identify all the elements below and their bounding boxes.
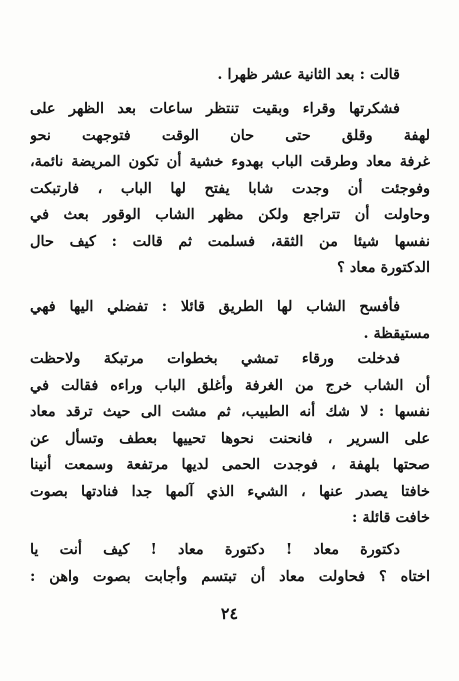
page-number: ٢٤: [220, 604, 239, 623]
text-line: على السرير ، فانحنت نحوها تحييها بعطف وتسأل عن: [30, 429, 430, 447]
text-line: فأفسح الشاب لها الطريق قائلا : تفضلي اليها فهي: [30, 298, 400, 315]
paragraph-4: [30, 346, 430, 532]
text-line: نفسها : لا شك أنه الطبيب، ثم مشت الى حيث ترقد معاد: [30, 403, 430, 420]
text-line: صحتها بلهفة ، فوجدت الحمى لديها مرتفعة وسمعت أنينا: [30, 456, 430, 473]
text-line: خافتا يصدر عنها ، الشيء الذي آلمها جدا فنادتها بصوت: [30, 482, 430, 500]
text-line: خافت قائلة :: [352, 509, 430, 526]
text-line: نفسها شيئا من الثقة، فسلمت ثم قالت : كيف حال: [30, 232, 430, 250]
text-line: مستيقظة .: [363, 324, 430, 342]
text-line: وحاولت أن تتراجع ولكن مظهر الشاب الوقور بعث في: [30, 206, 430, 223]
text-line: فدخلت ورقاء تمشي بخطوات مرتبكة ولاحظت: [30, 350, 400, 367]
text-line: دكتورة معاد ! دكتورة معاد ! كيف أنت يا: [30, 541, 400, 558]
text-line: فشكرتها وقراء وبقيت تنتظر ساعات بعد الظهر على: [30, 100, 400, 117]
text-line: لهفة وقلق حتى حان الوقت فتوجهت نحو: [30, 126, 430, 144]
text-line: وفوجئت أن وجدت شابا يفتح لها الباب ، فارتبكت: [30, 179, 430, 197]
paragraph-2: [30, 96, 430, 282]
paragraph-1: [30, 62, 430, 89]
text-line: الدكتورة معاد ؟: [337, 259, 430, 276]
text-line: اختاه ؟ فحاولت معاد أن تبتسم وأجابت بصوت واهن :: [30, 567, 430, 585]
paragraph-5: [30, 537, 430, 590]
text-line: غرفة معاد وطرقت الباب بهدوء خشية أن تكون المريضة نائمة،: [30, 153, 430, 170]
text-line: أن الشاب خرج من الغرفة وأغلق الباب وراءه فقالت في: [30, 376, 430, 394]
text-line: قالت : بعد الثانية عشر ظهرا .: [217, 66, 400, 83]
paragraph-3: [30, 294, 430, 347]
